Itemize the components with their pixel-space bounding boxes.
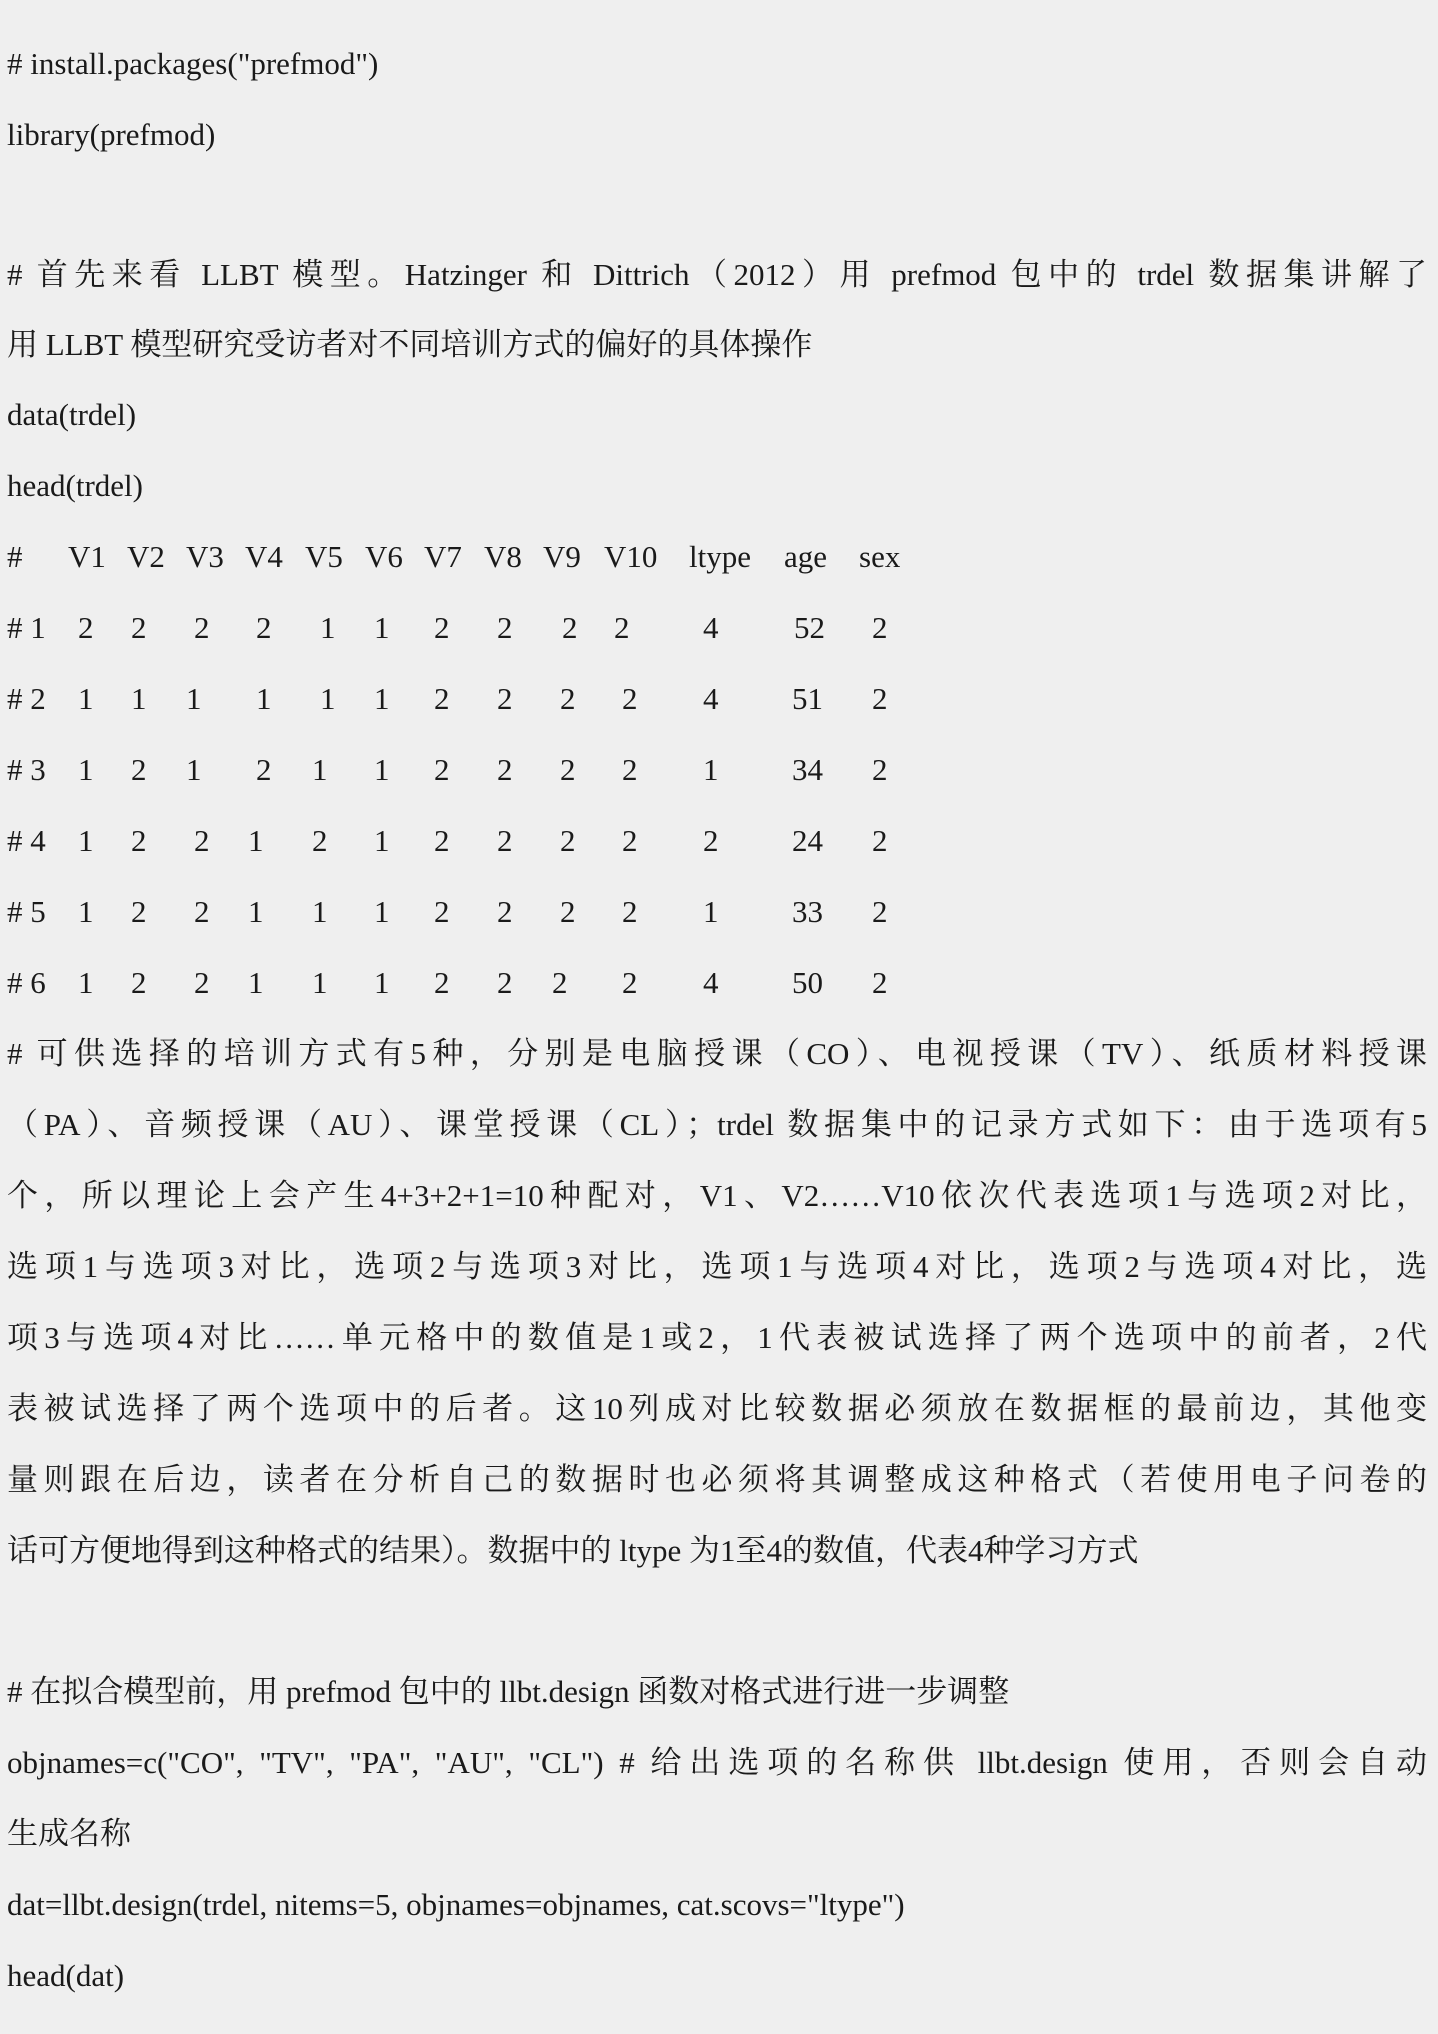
table-cell: 2 bbox=[434, 823, 450, 858]
code-library: library(prefmod) bbox=[7, 117, 216, 152]
table-cell: 1 bbox=[703, 752, 719, 787]
table-cell: # 6 bbox=[7, 965, 46, 1000]
table-header-cell: V6 bbox=[365, 539, 403, 574]
table-cell: 1 bbox=[78, 681, 94, 716]
comment-paragraph-line-7: 量则跟在后边，读者在分析自己的数据时也必须将其调整成这种格式（若使用电子问卷的 bbox=[7, 1462, 1427, 1497]
table-cell: 1 bbox=[374, 965, 390, 1000]
table-cell: 1 bbox=[78, 965, 94, 1000]
table-cell: 1 bbox=[320, 681, 336, 716]
comment-llbt-line-2: 用 LLBT 模型研究受访者对不同培训方式的偏好的具体操作 bbox=[7, 327, 813, 362]
table-header-cell: V8 bbox=[484, 539, 522, 574]
table-cell: 2 bbox=[434, 610, 450, 645]
table-row bbox=[0, 892, 1438, 932]
table-header bbox=[0, 537, 1438, 577]
table-cell: 2 bbox=[434, 894, 450, 929]
table-cell: 2 bbox=[552, 965, 568, 1000]
table-cell: 1 bbox=[186, 681, 202, 716]
code-llbt-design-call: dat=llbt.design(trdel, nitems=5, objnames=objnames, cat.scovs="ltype") bbox=[7, 1887, 905, 1922]
table-cell: 2 bbox=[312, 823, 328, 858]
table-row bbox=[0, 608, 1438, 648]
table-cell: 1 bbox=[320, 610, 336, 645]
table-cell: 2 bbox=[872, 823, 888, 858]
table-cell: 2 bbox=[560, 752, 576, 787]
table-cell: 2 bbox=[194, 610, 210, 645]
table-cell: 2 bbox=[872, 965, 888, 1000]
table-cell: 33 bbox=[792, 894, 823, 929]
table-cell: 2 bbox=[703, 823, 719, 858]
table-header-cell: V5 bbox=[305, 539, 343, 574]
table-header-cell: V9 bbox=[543, 539, 581, 574]
table-cell: 4 bbox=[703, 610, 719, 645]
table-cell: 2 bbox=[560, 894, 576, 929]
table-cell: 50 bbox=[792, 965, 823, 1000]
table-cell: 1 bbox=[248, 894, 264, 929]
table-cell: 2 bbox=[497, 823, 513, 858]
comment-llbt-line-1: # 首先来看 LLBT 模型。Hatzinger 和 Dittrich（2012）用 prefmod 包中的 trdel 数据集讲解了 bbox=[7, 257, 1427, 292]
table-cell: 2 bbox=[614, 610, 630, 645]
table-cell: 1 bbox=[374, 681, 390, 716]
comment-paragraph-line-6: 表被试选择了两个选项中的后者。这10列成对比较数据必须放在数据框的最前边，其他变 bbox=[7, 1391, 1427, 1426]
table-cell: # 5 bbox=[7, 894, 46, 929]
table-cell: 1 bbox=[78, 823, 94, 858]
table-row bbox=[0, 679, 1438, 719]
table-header-cell: # bbox=[7, 539, 23, 574]
table-cell: 1 bbox=[312, 894, 328, 929]
comment-paragraph-line-2: （PA）、音频授课（AU）、课堂授课（CL）；trdel 数据集中的记录方式如下：由于选项有5 bbox=[7, 1107, 1427, 1142]
table-cell: 2 bbox=[131, 610, 147, 645]
table-cell: 1 bbox=[256, 681, 272, 716]
table-header-cell: V1 bbox=[68, 539, 106, 574]
table-cell: 1 bbox=[374, 894, 390, 929]
table-cell: 1 bbox=[374, 823, 390, 858]
table-header-cell: V4 bbox=[245, 539, 283, 574]
table-header-cell: sex bbox=[859, 539, 901, 574]
table-cell: 2 bbox=[622, 752, 638, 787]
table-cell: 2 bbox=[194, 894, 210, 929]
table-cell: 2 bbox=[872, 610, 888, 645]
table-cell: 2 bbox=[78, 610, 94, 645]
table-cell: 2 bbox=[560, 823, 576, 858]
code-data-trdel: data(trdel) bbox=[7, 397, 137, 432]
table-cell: 2 bbox=[256, 752, 272, 787]
code-head-trdel: head(trdel) bbox=[7, 468, 143, 503]
table-header-cell: V2 bbox=[127, 539, 165, 574]
table-cell: 2 bbox=[622, 681, 638, 716]
table-cell: 2 bbox=[872, 681, 888, 716]
code-head-dat: head(dat) bbox=[7, 1958, 125, 1993]
comment-llbt-design: # 在拟合模型前，用 prefmod 包中的 llbt.design 函数对格式进行进一步调整 bbox=[7, 1674, 1010, 1709]
table-cell: 24 bbox=[792, 823, 823, 858]
table-row bbox=[0, 750, 1438, 790]
table-cell: 2 bbox=[622, 823, 638, 858]
table-cell: 2 bbox=[622, 965, 638, 1000]
table-cell: 4 bbox=[703, 965, 719, 1000]
table-header-cell: age bbox=[784, 539, 828, 574]
table-cell: 1 bbox=[131, 681, 147, 716]
table-cell: 1 bbox=[248, 823, 264, 858]
code-comment-install: # install.packages("prefmod") bbox=[7, 46, 379, 81]
table-cell: 2 bbox=[434, 752, 450, 787]
table-cell: 52 bbox=[794, 610, 825, 645]
table-cell: 2 bbox=[497, 610, 513, 645]
table-cell: # 3 bbox=[7, 752, 46, 787]
table-cell: 2 bbox=[497, 965, 513, 1000]
code-objnames-continued: 生成名称 bbox=[7, 1816, 131, 1851]
comment-paragraph-line-4: 选项1与选项3对比，选项2与选项3对比，选项1与选项4对比，选项2与选项4对比，选 bbox=[7, 1249, 1427, 1284]
table-cell: 2 bbox=[434, 681, 450, 716]
table-cell: 1 bbox=[248, 965, 264, 1000]
table-cell: 2 bbox=[131, 752, 147, 787]
table-cell: 2 bbox=[872, 752, 888, 787]
comment-paragraph-line-1: # 可供选择的培训方式有5种，分别是电脑授课（CO）、电视授课（TV）、纸质材料授课 bbox=[7, 1036, 1427, 1071]
table-cell: 4 bbox=[703, 681, 719, 716]
table-cell: 34 bbox=[792, 752, 823, 787]
table-cell: # 2 bbox=[7, 681, 46, 716]
table-cell: # 1 bbox=[7, 610, 46, 645]
table-cell: 51 bbox=[792, 681, 823, 716]
comment-paragraph-line-3: 个，所以理论上会产生4+3+2+1=10种配对，V1、V2……V10依次代表选项1与选项2对比， bbox=[7, 1178, 1427, 1213]
table-cell: 2 bbox=[131, 894, 147, 929]
table-cell: 2 bbox=[131, 965, 147, 1000]
table-cell: 2 bbox=[562, 610, 578, 645]
table-header-cell: ltype bbox=[689, 539, 751, 574]
table-cell: 2 bbox=[194, 823, 210, 858]
table-cell: 2 bbox=[497, 752, 513, 787]
table-header-cell: V10 bbox=[604, 539, 658, 574]
table-cell: 2 bbox=[622, 894, 638, 929]
table-cell: 1 bbox=[186, 752, 202, 787]
table-cell: 2 bbox=[131, 823, 147, 858]
table-cell: 2 bbox=[434, 965, 450, 1000]
table-cell: 2 bbox=[194, 965, 210, 1000]
table-row bbox=[0, 821, 1438, 861]
table-cell: 2 bbox=[256, 610, 272, 645]
comment-paragraph-line-5: 项3与选项4对比……单元格中的数值是1或2，1代表被试选择了两个选项中的前者，2代 bbox=[7, 1320, 1427, 1355]
code-objnames: objnames=c("CO", "TV", "PA", "AU", "CL") # 给出选项的名称供 llbt.design 使用，否则会自动 bbox=[7, 1745, 1427, 1780]
table-cell: 2 bbox=[872, 894, 888, 929]
table-cell: 1 bbox=[703, 894, 719, 929]
table-cell: # 4 bbox=[7, 823, 46, 858]
comment-paragraph-line-8: 话可方便地得到这种格式的结果）。数据中的 ltype 为1至4的数值，代表4种学习方式 bbox=[7, 1533, 1139, 1568]
table-row bbox=[0, 963, 1438, 1003]
table-cell: 1 bbox=[312, 752, 328, 787]
table-header-cell: V7 bbox=[424, 539, 462, 574]
table-cell: 1 bbox=[312, 965, 328, 1000]
table-cell: 1 bbox=[78, 894, 94, 929]
table-cell: 1 bbox=[374, 610, 390, 645]
table-cell: 1 bbox=[78, 752, 94, 787]
table-cell: 2 bbox=[497, 894, 513, 929]
table-cell: 2 bbox=[497, 681, 513, 716]
table-cell: 2 bbox=[560, 681, 576, 716]
table-cell: 1 bbox=[374, 752, 390, 787]
table-header-cell: V3 bbox=[186, 539, 224, 574]
